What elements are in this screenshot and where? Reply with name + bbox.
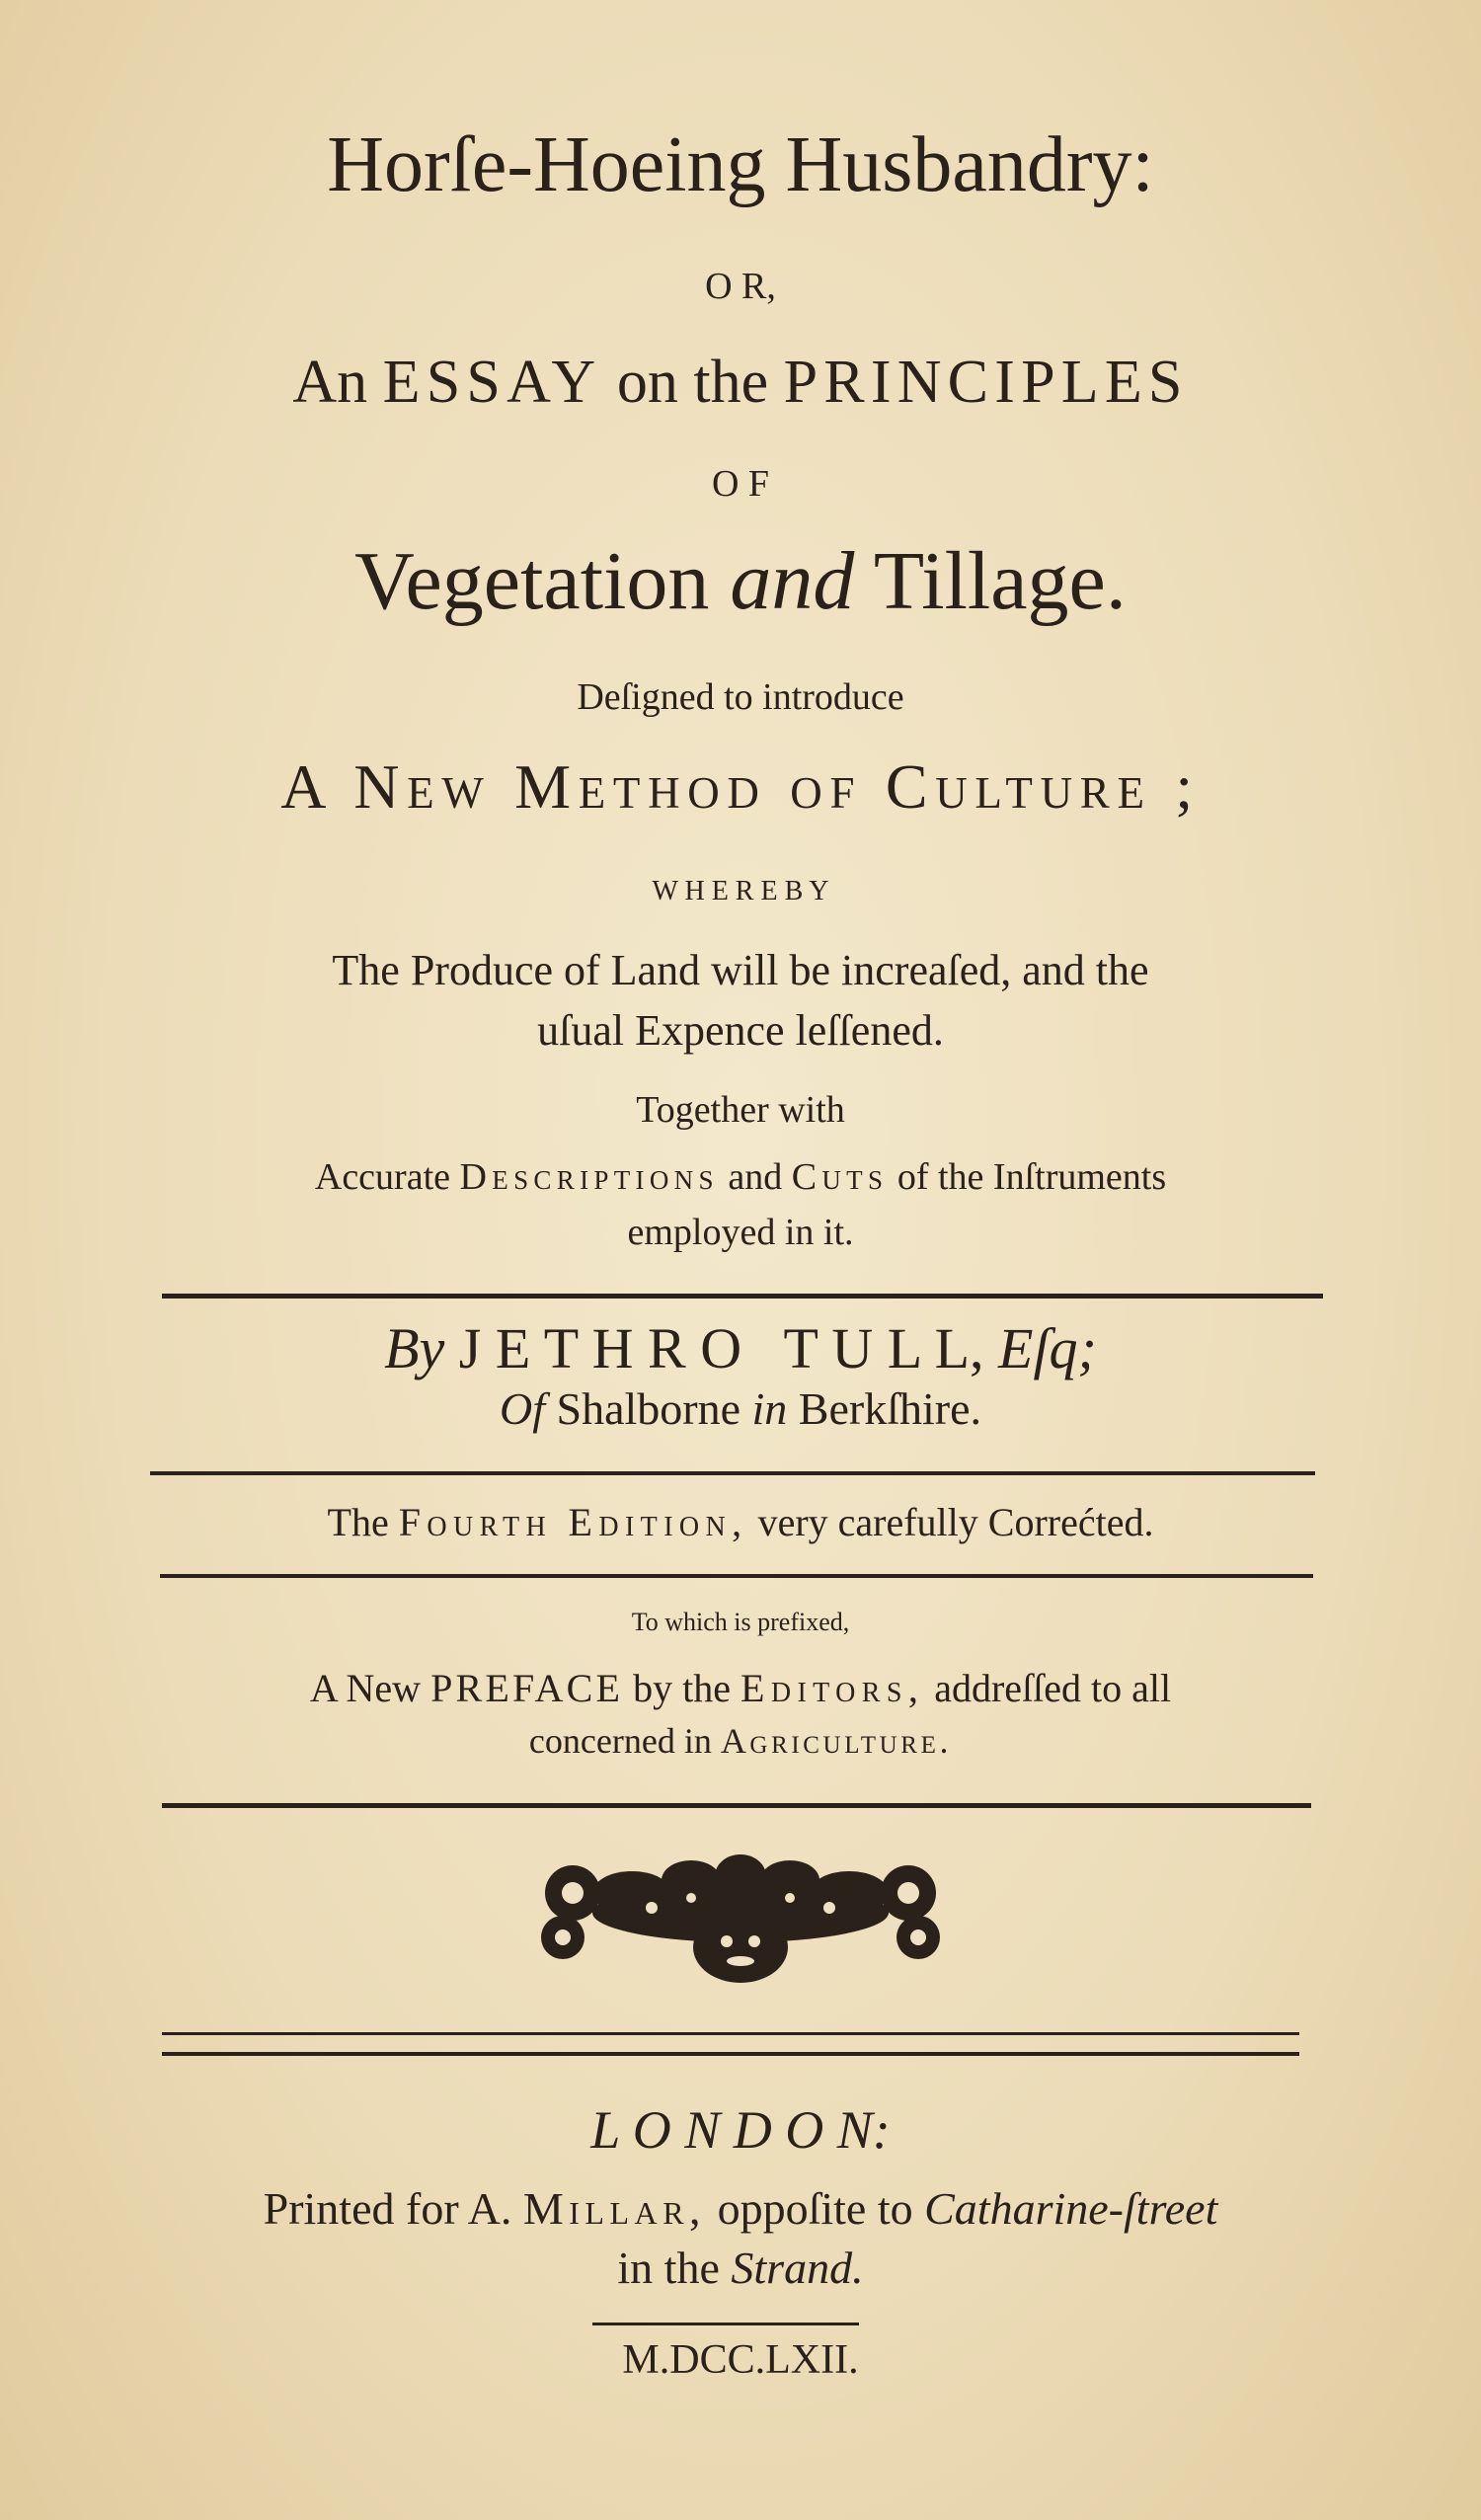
concerned-line bbox=[0, 1720, 1481, 1762]
by-word: By bbox=[384, 1316, 445, 1380]
author-name: J E T H R O T U L L, bbox=[458, 1316, 984, 1380]
preface-word: PREFACE bbox=[430, 1666, 624, 1710]
of-word: Of bbox=[499, 1383, 545, 1434]
instruments-words: of the Inſtruments bbox=[896, 1156, 1167, 1198]
preface-line bbox=[0, 1665, 1481, 1711]
rule-divider-6 bbox=[592, 2323, 859, 2325]
preface-by-the: by the bbox=[633, 1666, 731, 1710]
rule-divider-4 bbox=[162, 1803, 1311, 1808]
tillage-word: Tillage. bbox=[873, 535, 1127, 627]
london-line: L O N D O N: bbox=[590, 2100, 891, 2160]
rule-divider-5b bbox=[162, 2052, 1299, 2056]
opposite-to: oppoſite to bbox=[717, 2183, 913, 2234]
in-the: in the bbox=[617, 2243, 720, 2293]
new-method-line: A New Method of Culture ; bbox=[280, 751, 1201, 822]
or-line: O R, bbox=[705, 266, 776, 307]
subtitle-an: An bbox=[292, 349, 368, 416]
street-name: Catharine-ſtreet bbox=[924, 2183, 1218, 2234]
subtitle-line bbox=[0, 348, 1481, 418]
rule-divider-1 bbox=[162, 1294, 1323, 1299]
vegetation-line bbox=[0, 533, 1481, 629]
produce-line-1: The Produce of Land will be increaſed, and the bbox=[332, 946, 1149, 994]
together-line: Together with bbox=[636, 1089, 845, 1131]
rule-divider-5a bbox=[162, 2032, 1299, 2035]
edition-the: The bbox=[327, 1500, 389, 1544]
whereby-line: W H E R E B Y bbox=[652, 876, 829, 906]
prefixed-line: To which is prefixed, bbox=[631, 1608, 850, 1636]
printer-line bbox=[0, 2182, 1481, 2235]
printers-ornament-icon bbox=[533, 1839, 948, 1987]
place-line bbox=[0, 1382, 1481, 1435]
accurate-and-word: and bbox=[728, 1156, 783, 1198]
place-name: Shalborne bbox=[556, 1383, 740, 1434]
employed-line: employed in it. bbox=[627, 1212, 854, 1253]
subtitle-on-the: on the bbox=[616, 349, 769, 416]
of-line: O F bbox=[711, 463, 770, 505]
rule-divider-2 bbox=[150, 1471, 1315, 1475]
vegetation-word: Vegetation bbox=[354, 535, 710, 627]
year-line: M.DCC.LXII. bbox=[622, 2337, 859, 2383]
subtitle-essay: ESSAY bbox=[382, 349, 602, 416]
in-word: in bbox=[751, 1383, 788, 1434]
strand-word: Strand. bbox=[731, 2243, 864, 2293]
edition-line bbox=[0, 1499, 1481, 1545]
subtitle-principles: PRINCIPLES bbox=[783, 349, 1189, 416]
cuts-word: Cuts bbox=[791, 1156, 889, 1198]
esq-word: Eſq; bbox=[998, 1316, 1097, 1380]
produce-line-2: uſual Expence leſſened. bbox=[537, 1006, 944, 1055]
rule-divider-3 bbox=[160, 1574, 1313, 1578]
printed-for: Printed for A. bbox=[263, 2183, 512, 2234]
printer-name: Millar, bbox=[522, 2183, 707, 2234]
book-title: Horſe-Hoeing Husbandry: bbox=[327, 121, 1154, 208]
author-line bbox=[0, 1315, 1481, 1381]
descriptions-word: Descriptions bbox=[459, 1156, 719, 1198]
county-name: Berkſhire. bbox=[798, 1383, 981, 1434]
preface-addressed: addreſſed to all bbox=[934, 1666, 1172, 1710]
and-word: and bbox=[730, 535, 855, 627]
agriculture-word: Agriculture. bbox=[720, 1721, 953, 1761]
preface-editors: Editors, bbox=[740, 1666, 925, 1710]
edition-fourth: Fourth Edition, bbox=[398, 1500, 748, 1544]
designed-line: Deſigned to introduce bbox=[577, 676, 904, 718]
accurate-line bbox=[0, 1155, 1481, 1199]
accurate-word: Accurate bbox=[314, 1156, 450, 1198]
edition-rest: very carefully Correćted. bbox=[757, 1500, 1154, 1544]
strand-line bbox=[0, 2242, 1481, 2294]
concerned-in: concerned in bbox=[528, 1721, 712, 1761]
preface-a-new: A New bbox=[309, 1666, 422, 1710]
